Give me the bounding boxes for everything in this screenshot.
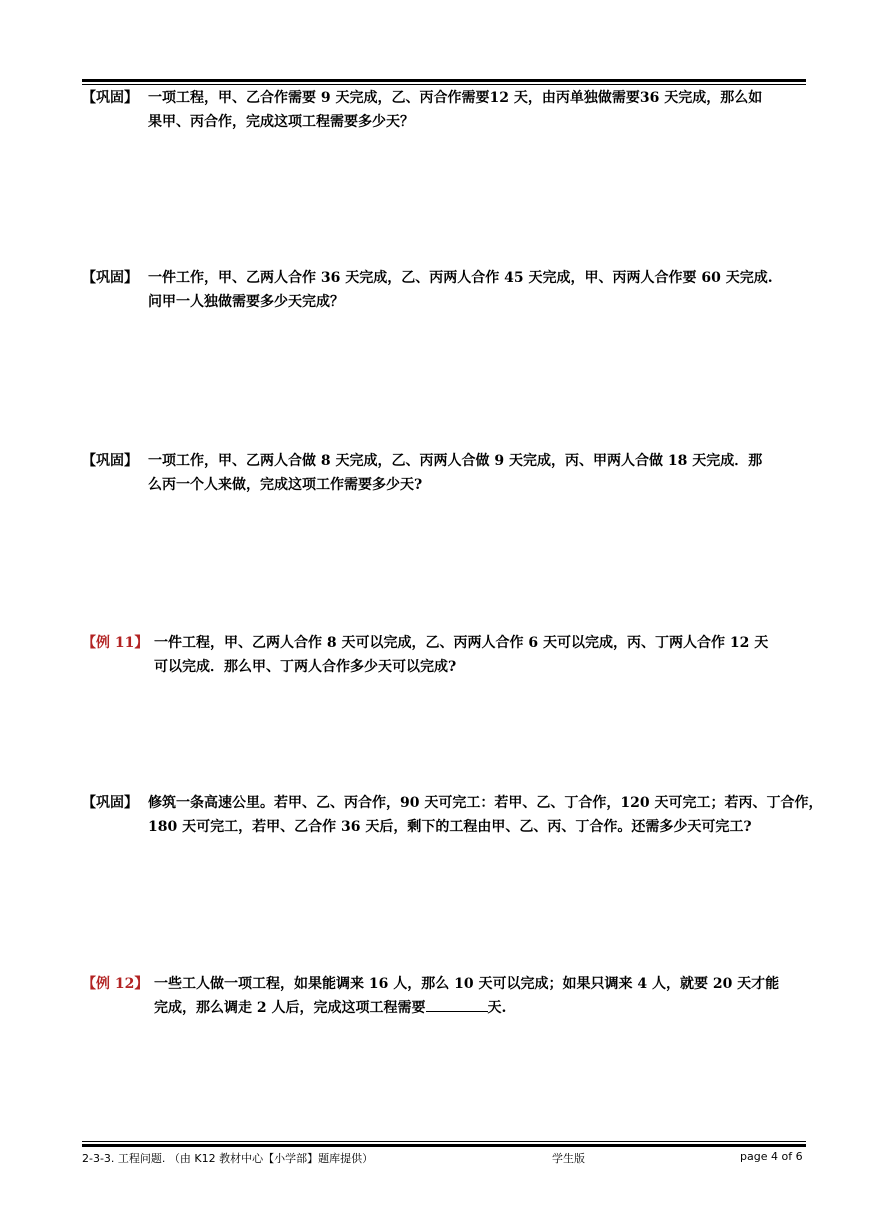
example-12 bbox=[82, 972, 808, 1020]
problem-text-line: 么丙一个人来做，完成这项工作需要多少天? bbox=[148, 477, 423, 493]
example-tag: 【例 12】 bbox=[82, 976, 149, 992]
answer-blank bbox=[426, 997, 488, 1012]
problem-1 bbox=[82, 86, 808, 134]
problem-text-line: 修筑一条高速公里。若甲、乙、丙合作，90 天可完工：若甲、乙、丁合作，120 天可完工；若丙、丁合作， bbox=[148, 795, 823, 811]
problem-text-line: 一项工作，甲、乙两人合做 8 天完成，乙、丙两人合做 9 天完成，丙、甲两人合做 18 天完成．那 bbox=[148, 453, 763, 469]
problem-text-line: 果甲、丙合作，完成这项工程需要多少天？ bbox=[148, 114, 414, 130]
problem-tag: 【巩固】 bbox=[82, 90, 138, 106]
problem-3 bbox=[82, 449, 808, 497]
problem-text-line: 一项工程，甲、乙合作需要 9 天完成，乙、丙合作需要12 天，由丙单独做需要36 天完成，那么如 bbox=[148, 90, 763, 106]
example-tag: 【例 11】 bbox=[82, 635, 149, 651]
problem-text-line: 问甲一人独做需要多少天完成？ bbox=[148, 294, 344, 310]
problem-5 bbox=[82, 791, 823, 839]
footer-page-number: page 4 of 6 bbox=[740, 1150, 803, 1163]
footer-source: 2-3-3. 工程问题. （由 K12 教材中心【小学部】题库提供） bbox=[82, 1152, 374, 1165]
problem-text-part: 天. bbox=[487, 1000, 507, 1016]
problem-2 bbox=[82, 266, 808, 314]
problem-tag: 【巩固】 bbox=[82, 270, 138, 286]
footer-version: 学生版 bbox=[552, 1152, 585, 1165]
header-rule bbox=[82, 79, 806, 85]
problem-text-part: 完成，那么调走 2 人后，完成这项工程需要 bbox=[154, 1000, 426, 1016]
example-11 bbox=[82, 631, 808, 679]
problem-text-line: 可以完成．那么甲、丁两人合作多少天可以完成? bbox=[154, 659, 457, 675]
problem-tag: 【巩固】 bbox=[82, 795, 138, 811]
footer-rule bbox=[82, 1141, 806, 1147]
problem-text-line: 一件工作，甲、乙两人合作 36 天完成，乙、丙两人合作 45 天完成，甲、丙两人合作要 60 天完成. bbox=[148, 270, 773, 286]
problem-text-line: 180 天可完工，若甲、乙合作 36 天后，剩下的工程由甲、乙、丙、丁合作。还需多少天可完工? bbox=[148, 819, 752, 835]
problem-text-line: 一件工程，甲、乙两人合作 8 天可以完成，乙、丙两人合作 6 天可以完成，丙、丁两人合作 12 天 bbox=[154, 635, 769, 651]
problem-tag: 【巩固】 bbox=[82, 453, 138, 469]
problem-text-line bbox=[82, 996, 808, 1020]
problem-text-line: 一些工人做一项工程，如果能调来 16 人，那么 10 天可以完成；如果只调来 4 人，就要 20 天才能 bbox=[154, 976, 780, 992]
